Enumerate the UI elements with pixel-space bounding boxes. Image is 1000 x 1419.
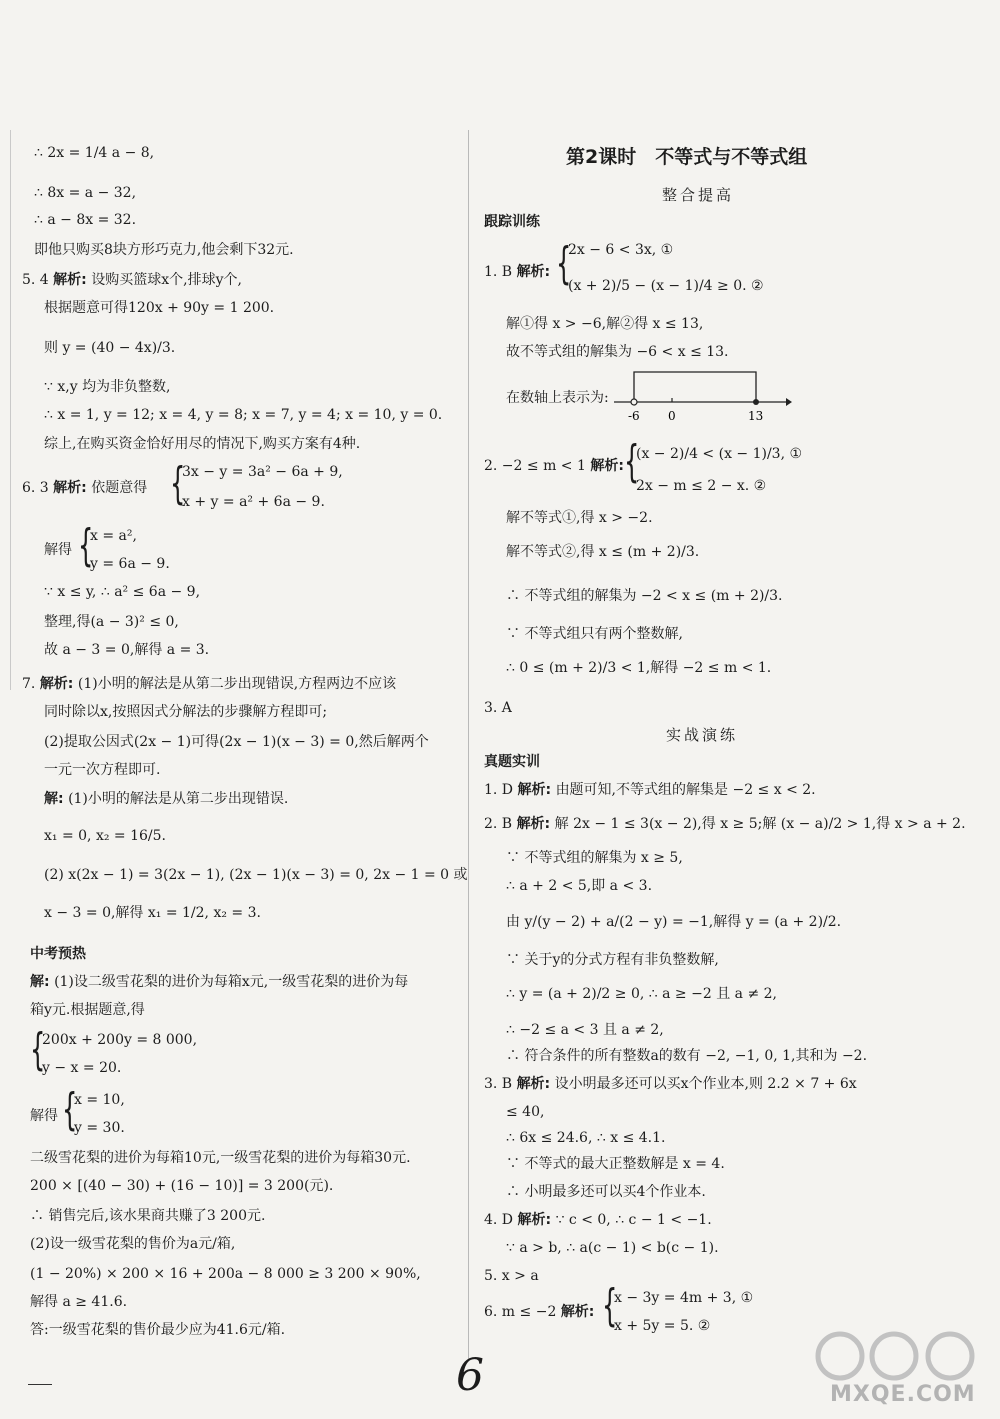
text-line: ∴ 销售完后,该水果商共赚了3 200元. [30,1208,266,1224]
text-line: ∴ x = 1, y = 12; x = 4, y = 8; x = 7, y = 4; x = 10, y = 0. [44,407,443,423]
text-line: 解不等式①,得 x > −2. [506,510,653,526]
text-line: ∴ 8x = a − 32, [34,185,137,201]
equation-line: x = a², [90,528,137,544]
text-line: 即他只购买8块方形巧克力,他会剩下32元. [34,242,294,258]
page-number: 6 [456,1350,484,1401]
analysis-tag: 解析: [560,1304,595,1320]
text-line: ∴ 0 ≤ (m + 2)/3 < 1,解得 −2 ≤ m < 1. [506,660,772,676]
question-2 [484,814,966,834]
section-heading: 中考预热 [30,946,86,962]
text-line: 二级雪花梨的进价为每箱10元,一级雪花梨的进价为每箱30元. [30,1150,411,1166]
text-line: 在数轴上表示为: [506,390,609,406]
equation-line: 2x − m ≤ 2 − x. ② [636,478,767,494]
analysis-tag: 解析: [53,272,87,288]
answer-line: 5. x > a [484,1268,539,1284]
solution-line [44,789,288,809]
text-line: ∴ 小明最多还可以买4个作业本. [506,1184,706,1200]
question-7 [22,674,396,694]
text-line: ∴ 不等式组的解集为 −2 < x ≤ (m + 2)/3. [506,588,783,604]
answer-number: 1. B [484,264,513,280]
footer-rule [28,1384,52,1385]
text-line: (2) x(2x − 1) = 3(2x − 1), (2x − 1)(x − 3) = 0, 2x − 1 = 0 或 [44,867,468,883]
equation-line: (x + 2)/5 − (x − 1)/4 ≥ 0. ② [568,278,764,294]
text-line: ∵ c < 0, ∴ c − 1 < −1. [555,1212,712,1228]
text-line: 同时除以x,按照因式分解法的步骤解方程即可; [44,704,328,720]
text-line: ∵ 关于y的分式方程有非负整数解, [506,952,719,968]
answer-number: 7. [22,676,36,692]
text-line: 由题可知,不等式组的解集是 −2 ≤ x < 2. [555,782,816,798]
text-line: (2)设一级雪花梨的售价为a元/箱, [30,1236,236,1252]
text-line: ∵ 不等式的最大正整数解是 x = 4. [506,1156,725,1172]
analysis-tag: 解析: [53,480,87,496]
answer-number: 3. B [484,1076,513,1092]
answer-number: 6. m ≤ −2 [484,1304,557,1320]
axis-arrow [786,398,792,406]
answer-number: 6. 3 [22,480,49,496]
text-line: (1 − 20%) × 200 × 16 + 200a − 8 000 ≥ 3 200 × 90%, [30,1266,421,1282]
number-line [612,362,792,424]
solution-line [30,972,408,992]
text-line: 则 y = (40 − 4x)/3. [44,340,176,356]
text-line: ∴ a + 2 < 5,即 a < 3. [506,878,653,894]
text-line: x − 3 = 0,解得 x₁ = 1/2, x₂ = 3. [44,905,261,921]
column-divider [468,130,469,1360]
text-line: ∵ x,y 均为非负整数, [44,379,171,395]
lesson-title: 第2课时 不等式与不等式组 [566,146,808,168]
question-3 [484,1074,857,1094]
system-brace: { [556,238,572,289]
text-line: 故 a − 3 = 0,解得 a = 3. [44,642,210,658]
system-brace: { [78,520,94,571]
solution-tag: 解: [30,974,50,990]
text-line: ∵ x ≤ y, ∴ a² ≤ 6a − 9, [44,584,201,600]
system-brace: { [602,1280,618,1331]
left-margin-rule [10,130,11,690]
tick-label: 0 [668,409,676,423]
equation-line: (x − 2)/4 < (x − 1)/3, ① [636,446,803,462]
watermark-text: MXQE.COM [830,1382,976,1407]
text-line: 故不等式组的解集为 −6 < x ≤ 13. [506,344,729,360]
text-line: (1)小明的解法是从第二步出现错误,方程两边不应该 [77,676,397,692]
subsection-heading: 跟踪训练 [484,214,540,230]
section-title: 整合提高 [662,186,735,204]
analysis-tag: 解析: [516,264,551,280]
analysis-tag: 解析: [39,676,74,692]
question-5 [22,270,242,290]
text-line: 答:一级雪花梨的售价最少应为41.6元/箱. [30,1322,286,1338]
text-line: (1)设二级雪花梨的进价为每箱x元,一级雪花梨的进价为每 [54,974,409,990]
equation-line: y − x = 20. [42,1060,122,1076]
tick-label: -6 [628,409,640,423]
text-line: 解不等式②,得 x ≤ (m + 2)/3. [506,544,700,560]
text-line: ∵ a > b, ∴ a(c − 1) < b(c − 1). [506,1240,719,1256]
analysis-tag: 解析: [516,816,551,832]
text-line: ∴ 2x = 1/4 a − 8, [34,145,155,161]
question-6 [22,478,147,498]
question-1 [484,262,550,282]
question-4 [484,1210,712,1230]
system-brace: { [624,436,640,487]
text-line: 解①得 x > −6,解②得 x ≤ 13, [506,316,704,332]
question-2 [484,456,624,476]
answer-number: 2. B [484,816,513,832]
equation-line: y = 30. [74,1120,125,1136]
text-line: ∴ y = (a + 2)/2 ≥ 0, ∴ a ≥ −2 且 a ≠ 2, [506,986,777,1002]
text-line: (2)提取公因式(2x − 1)可得(2x − 1)(x − 3) = 0,然后解两个 [44,734,429,750]
subsection-heading: 真题实训 [484,754,540,770]
text-line: 由 y/(y − 2) + a/(2 − y) = −1,解得 y = (a + 2)/2. [506,914,842,930]
open-endpoint [631,399,637,405]
text-line: 解得 [44,542,72,558]
equation-line: 200x + 200y = 8 000, [42,1032,198,1048]
answer-number: 1. D [484,782,514,798]
answer-line: 3. A [484,700,512,716]
solution-bracket [634,372,756,402]
text-line: 解得 [30,1108,58,1124]
text-line: (1)小明的解法是从第二步出现错误. [68,791,289,807]
closed-endpoint [753,399,759,405]
text-line: ∵ 不等式组只有两个整数解, [506,626,683,642]
equation-line: y = 6a − 9. [90,556,170,572]
text-line: 一元一次方程即可. [44,762,161,778]
equation-line: 2x − 6 < 3x, ① [568,242,674,258]
text-line: 200 × [(40 − 30) + (16 − 10)] = 3 200(元). [30,1178,334,1194]
text-line: 箱y元.根据题意,得 [30,1002,145,1018]
text-line: x₁ = 0, x₂ = 16/5. [44,828,166,844]
text-line: 解得 a ≥ 41.6. [30,1294,128,1310]
equation-line: x = 10, [74,1092,125,1108]
text-line: 依题意得 [91,480,148,496]
system-brace: { [30,1024,46,1075]
question-6 [484,1302,594,1322]
text-line: ∴ a − 8x = 32. [34,212,137,228]
text-line: 整理,得(a − 3)² ≤ 0, [44,614,179,630]
equation-line: x + 5y = 5. ② [614,1318,711,1334]
equation-line: 3x − y = 3a² − 6a + 9, [182,464,343,480]
text-line: 解 2x − 1 ≤ 3(x − 2),得 x ≥ 5;解 (x − a)/2 > 1,得 x > a + 2. [554,816,966,832]
text-line: 根据题意可得120x + 90y = 1 200. [44,300,275,316]
text-line: 综上,在购买资金恰好用尽的情况下,购买方案有4种. [44,436,361,452]
section-title: 实战演练 [666,726,739,744]
text-line: 设小明最多还可以买x个作业本,则 2.2 × 7 + 6x [554,1076,857,1092]
text-line: ≤ 40, [506,1104,545,1120]
answer-number: 2. −2 ≤ m < 1 [484,458,586,474]
text-line: ∴ −2 ≤ a < 3 且 a ≠ 2, [506,1022,664,1038]
system-brace: { [170,458,186,509]
answer-number: 4. D [484,1212,514,1228]
analysis-tag: 解析: [590,458,624,474]
solution-tag: 解: [44,791,64,807]
system-brace: { [62,1084,78,1135]
question-1 [484,780,816,800]
equation-line: x − 3y = 4m + 3, ① [614,1290,754,1306]
analysis-tag: 解析: [517,1212,552,1228]
analysis-tag: 解析: [517,782,552,798]
text-line: ∴ 6x ≤ 24.6, ∴ x ≤ 4.1. [506,1130,666,1146]
tick-label: 13 [748,409,764,423]
text-line: 设购买篮球x个,排球y个, [91,272,242,288]
analysis-tag: 解析: [516,1076,551,1092]
text-line: ∵ 不等式组的解集为 x ≥ 5, [506,850,683,866]
equation-line: x + y = a² + 6a − 9. [182,494,325,510]
text-line: ∴ 符合条件的所有整数a的数有 −2, −1, 0, 1,其和为 −2. [506,1048,868,1064]
answer-number: 5. 4 [22,272,49,288]
